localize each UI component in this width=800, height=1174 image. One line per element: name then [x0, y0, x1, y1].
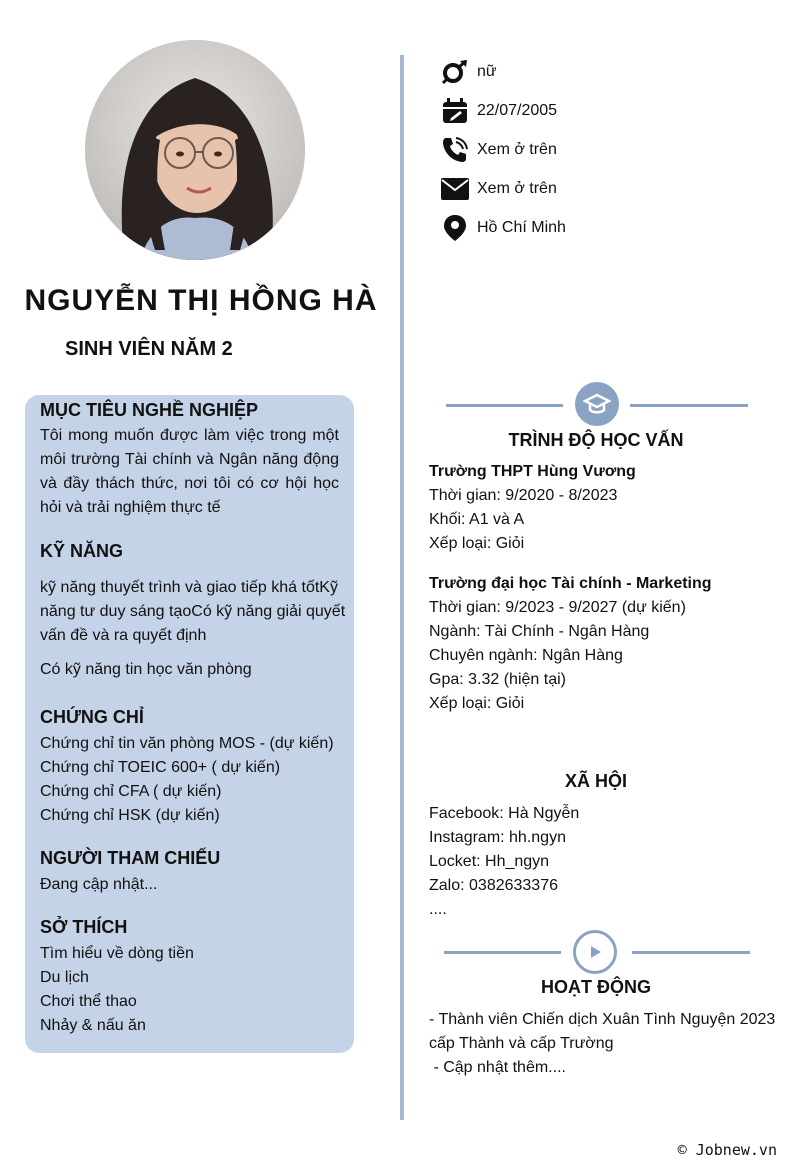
list-item: Du lịch	[40, 969, 89, 986]
list-item: Chơi thể thao	[40, 993, 137, 1010]
education-heading: TRÌNH ĐỘ HỌC VẤN	[508, 430, 684, 450]
hobbies-heading: SỞ THÍCH	[40, 917, 128, 937]
skills-heading: KỸ NĂNG	[40, 541, 124, 561]
school-detail: Gpa: 3.32 (hiện tại)	[429, 671, 566, 688]
avatar	[85, 40, 305, 260]
skills-text: kỹ năng thuyết trình và giao tiếp khá tốtKỹ năng tư duy sáng tạoCó kỹ năng giải quyết vấn đề và ra quyết định	[40, 579, 346, 644]
calendar-icon	[441, 97, 469, 125]
social-list	[429, 802, 789, 922]
hobbies-list	[40, 942, 340, 1038]
list-item: Chứng chỉ TOEIC 600+ ( dự kiến)	[40, 759, 281, 776]
full-name: NGUYỄN THỊ HỒNG HÀ	[24, 284, 378, 317]
list-item: Facebook: Hà Ngyễn	[429, 805, 580, 822]
education-rule-left	[446, 404, 563, 407]
email-value: Xem ở trên	[477, 180, 557, 197]
list-item: ....	[429, 901, 447, 918]
certificates-heading: CHỨNG CHỈ	[40, 707, 144, 727]
career-objective-text: Tôi mong muốn được làm việc trong một môi trường Tài chính và Ngân năng động và đầy thách thức, nơi tôi có cơ hội học hỏi và trải nghiệm thực tế	[40, 427, 339, 516]
activities-rule-right	[632, 951, 750, 954]
school-detail: Thời gian: 9/2023 - 9/2027 (dự kiến)	[429, 599, 686, 616]
school-name: Trường đại học Tài chính - Marketing	[429, 575, 712, 592]
school-detail: Khối: A1 và A	[429, 511, 525, 528]
graduation-cap-icon	[575, 382, 619, 426]
activities-rule-left	[444, 951, 561, 954]
column-divider	[400, 55, 404, 1120]
school-detail: Xếp loại: Giỏi	[429, 535, 525, 552]
contact-email	[441, 175, 741, 203]
references-text: Đang cập nhật...	[40, 876, 158, 893]
school-detail: Chuyên ngành: Ngân Hàng	[429, 647, 623, 664]
school-detail: Ngành: Tài Chính - Ngân Hàng	[429, 623, 650, 640]
activity-item: - Thành viên Chiến dịch Xuân Tình Nguyện 2023 cấp Thành và cấp Trường	[429, 1011, 776, 1052]
education-school-1	[429, 460, 789, 556]
portrait-photo	[85, 40, 305, 260]
activities-list	[429, 1008, 789, 1080]
play-icon	[573, 930, 617, 974]
gender-value: nữ	[477, 63, 497, 80]
activity-item: - Cập nhật thêm....	[429, 1059, 566, 1076]
job-title: SINH VIÊN NĂM 2	[65, 338, 233, 360]
school-detail: Xếp loại: Giỏi	[429, 695, 525, 712]
list-item: Chứng chỉ CFA ( dự kiến)	[40, 783, 222, 800]
list-item: Locket: Hh_ngyn	[429, 853, 550, 870]
contact-birthday	[441, 97, 741, 125]
list-item: Tìm hiểu về dòng tiền	[40, 945, 194, 962]
location-pin-icon	[441, 214, 469, 242]
skills-text-office: Có kỹ năng tin học văn phòng	[40, 661, 252, 678]
copyright: © Jobnew.vn	[677, 1141, 777, 1159]
birthday-value: 22/07/2005	[477, 102, 558, 119]
references-heading: NGƯỜI THAM CHIẾU	[40, 848, 221, 868]
list-item: Nhảy & nấu ăn	[40, 1017, 146, 1034]
phone-value: Xem ở trên	[477, 141, 557, 158]
list-item: Chứng chỉ tin văn phòng MOS - (dự kiến)	[40, 735, 334, 752]
gender-icon	[441, 58, 469, 86]
school-name: Trường THPT Hùng Vương	[429, 463, 636, 480]
location-value: Hồ Chí Minh	[477, 219, 566, 236]
phone-icon	[441, 136, 469, 164]
list-item: Instagram: hh.ngyn	[429, 829, 566, 846]
education-rule-right	[630, 404, 748, 407]
contact-gender	[441, 58, 741, 86]
envelope-icon	[441, 175, 469, 203]
school-detail: Thời gian: 9/2020 - 8/2023	[429, 487, 618, 504]
list-item: Chứng chỉ HSK (dự kiến)	[40, 807, 220, 824]
list-item: Zalo: 0382633376	[429, 877, 558, 894]
education-school-2	[429, 572, 789, 716]
certificates-list	[40, 732, 350, 828]
activities-heading: HOẠT ĐỘNG	[541, 977, 651, 997]
career-objective-heading: MỤC TIÊU NGHỀ NGHIỆP	[40, 400, 259, 420]
contact-phone	[441, 136, 741, 164]
social-heading: XÃ HỘI	[564, 771, 627, 791]
contact-location	[441, 214, 741, 242]
